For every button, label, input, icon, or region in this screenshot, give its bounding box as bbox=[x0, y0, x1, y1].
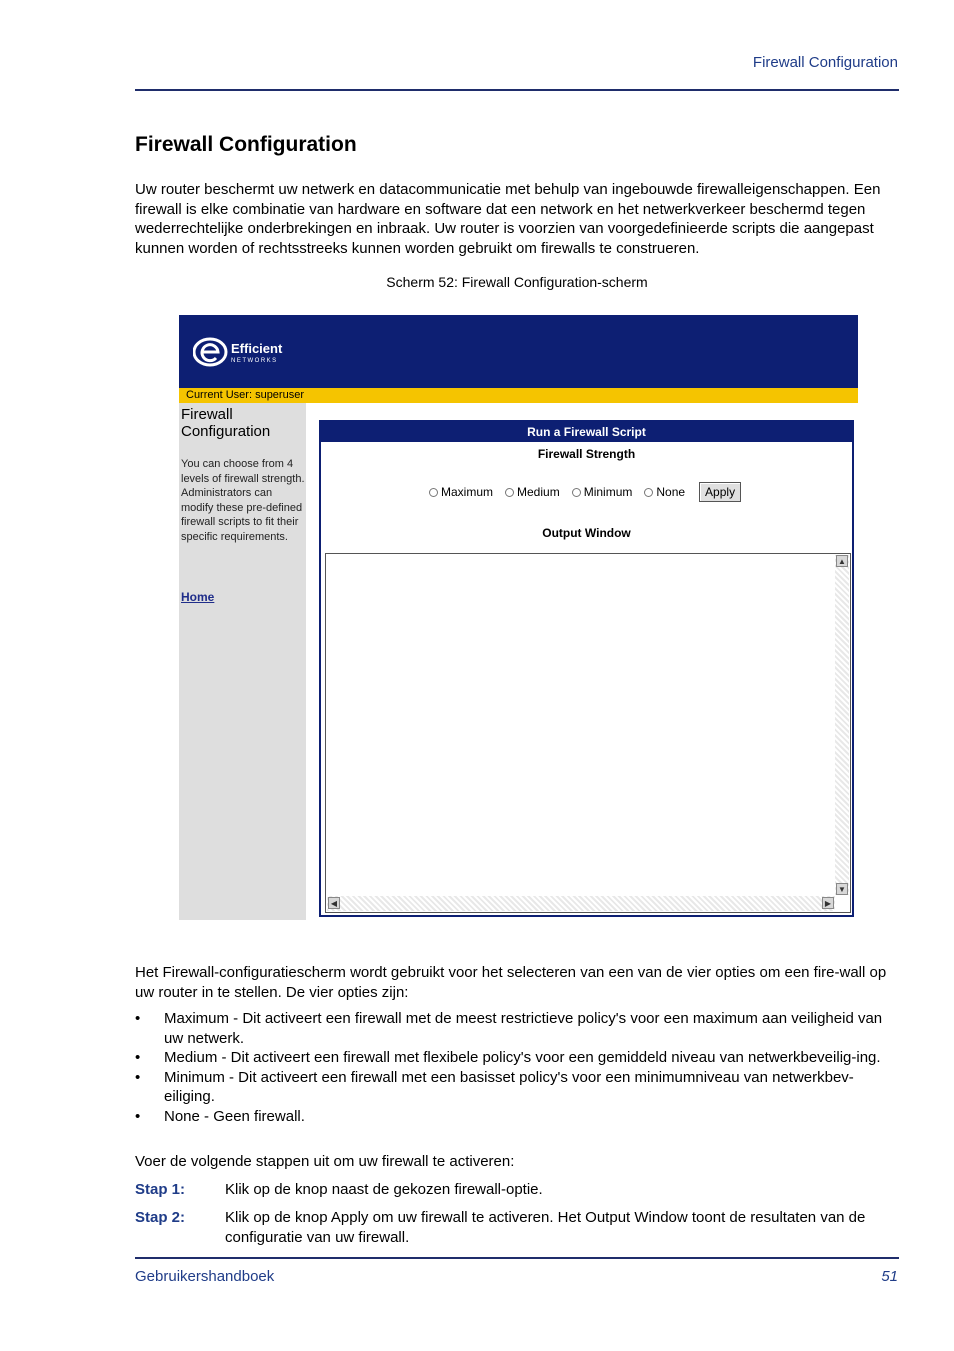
output-window[interactable] bbox=[325, 553, 851, 913]
home-link[interactable]: Home bbox=[181, 590, 215, 604]
page-number: 51 bbox=[881, 1268, 898, 1285]
apply-button[interactable]: Apply bbox=[699, 482, 741, 502]
header-rule bbox=[135, 89, 899, 91]
footer-title: Gebruikershandboek bbox=[135, 1268, 275, 1285]
radio-icon[interactable] bbox=[429, 488, 438, 497]
list-item-text: • Medium - Dit activeert een firewall met flexibele policy's voor een gemiddeld niveau van netwerkbeveilig-ing. bbox=[164, 1049, 881, 1066]
logo-text: Efficient bbox=[231, 341, 283, 356]
list-item-text: • Minimum - Dit activeert een firewall met een basisset policy's voor een minimumniveau van netwerkbev-eiliging. bbox=[164, 1068, 854, 1105]
step-text: Klik op de knop naast de gekozen firewall-optie. bbox=[225, 1181, 543, 1198]
scroll-left-icon[interactable]: ◀ bbox=[328, 897, 340, 909]
page-title: Firewall Configuration bbox=[135, 133, 357, 156]
current-user-bar bbox=[179, 388, 858, 403]
step-label: Stap 2: bbox=[135, 1209, 186, 1226]
option-label: Minimum bbox=[583, 485, 633, 499]
steps-intro: Voer de volgende stappen uit om uw firewall te activeren: bbox=[135, 1153, 515, 1170]
radio-icon[interactable] bbox=[644, 488, 653, 497]
option-label: None bbox=[656, 485, 686, 499]
list-item bbox=[135, 1009, 899, 1048]
banner bbox=[179, 315, 858, 388]
step-label: Stap 1: bbox=[135, 1181, 186, 1198]
figure-caption: Scherm 52: Firewall Configuration-scherm bbox=[386, 274, 648, 290]
scroll-up-icon[interactable]: ▲ bbox=[836, 555, 848, 567]
list-item bbox=[135, 1068, 899, 1107]
scroll-right-icon[interactable]: ▶ bbox=[822, 897, 834, 909]
footer-rule bbox=[135, 1257, 899, 1259]
option-maximum[interactable] bbox=[429, 485, 493, 499]
options-list bbox=[135, 1009, 899, 1126]
body-paragraph: Het Firewall-configuratiescherm wordt gebruikt voor het selecteren van een van de vier opties om een fire-wall op uw router in te stellen. De vier opties zijn: bbox=[135, 964, 887, 1001]
running-header: Firewall Configuration bbox=[752, 54, 898, 71]
list-item bbox=[135, 1048, 899, 1068]
option-none[interactable] bbox=[644, 485, 685, 499]
efficient-networks-logo bbox=[193, 335, 303, 369]
panel-title: Run a Firewall Script bbox=[321, 422, 852, 442]
logo-subtext: NETWORKS bbox=[231, 358, 278, 364]
output-window-label: Output Window bbox=[542, 526, 631, 540]
option-label: Medium bbox=[517, 485, 560, 499]
firewall-script-panel bbox=[319, 420, 854, 917]
screenshot-figure bbox=[179, 315, 858, 920]
firewall-strength-label: Firewall Strength bbox=[537, 447, 636, 461]
intro-paragraph: Uw router beschermt uw netwerk en datacommunicatie met behulp van ingebouwde firewalleigenschappen. Een firewall is elke combinatie van hardware en software dat een network en het netwerkverkeer beschermd tegen wederrechtelijke onderbrekingen en inbraak. Uw router is voorzien van voorgedefinieerde scripts die aangepast kunnen worden of rechtsstreeks kunnen worden gebruikt om firewalls te construeren. bbox=[135, 181, 881, 257]
sidebar-title: Firewall Configuration bbox=[181, 406, 271, 440]
current-user-text: Current User: superuser bbox=[186, 389, 304, 401]
sidebar-description: You can choose from 4 levels of firewall strength. Administrators can modify these pre-defined firewall scripts to fit their specific requirements. bbox=[181, 458, 305, 543]
option-medium[interactable] bbox=[505, 485, 560, 499]
step-text: Klik op de knop Apply om uw firewall te activeren. Het Output Window toont de resultaten van de configuratie van uw firewall. bbox=[225, 1209, 866, 1246]
radio-icon[interactable] bbox=[572, 488, 581, 497]
option-label: Maximum bbox=[441, 485, 494, 499]
sidebar bbox=[179, 403, 306, 920]
list-item bbox=[135, 1107, 899, 1127]
strength-options bbox=[429, 482, 741, 502]
option-minimum[interactable] bbox=[572, 485, 633, 499]
horizontal-scrollbar[interactable] bbox=[327, 896, 835, 911]
list-item-text: • Maximum - Dit activeert een firewall met de meest restrictieve policy's voor een maximum aan veiligheid van uw netwerk. bbox=[164, 1010, 883, 1047]
vertical-scrollbar[interactable] bbox=[835, 555, 849, 895]
list-item-text: • None - Geen firewall. bbox=[164, 1107, 305, 1125]
radio-icon[interactable] bbox=[505, 488, 514, 497]
scroll-down-icon[interactable]: ▼ bbox=[836, 883, 848, 895]
